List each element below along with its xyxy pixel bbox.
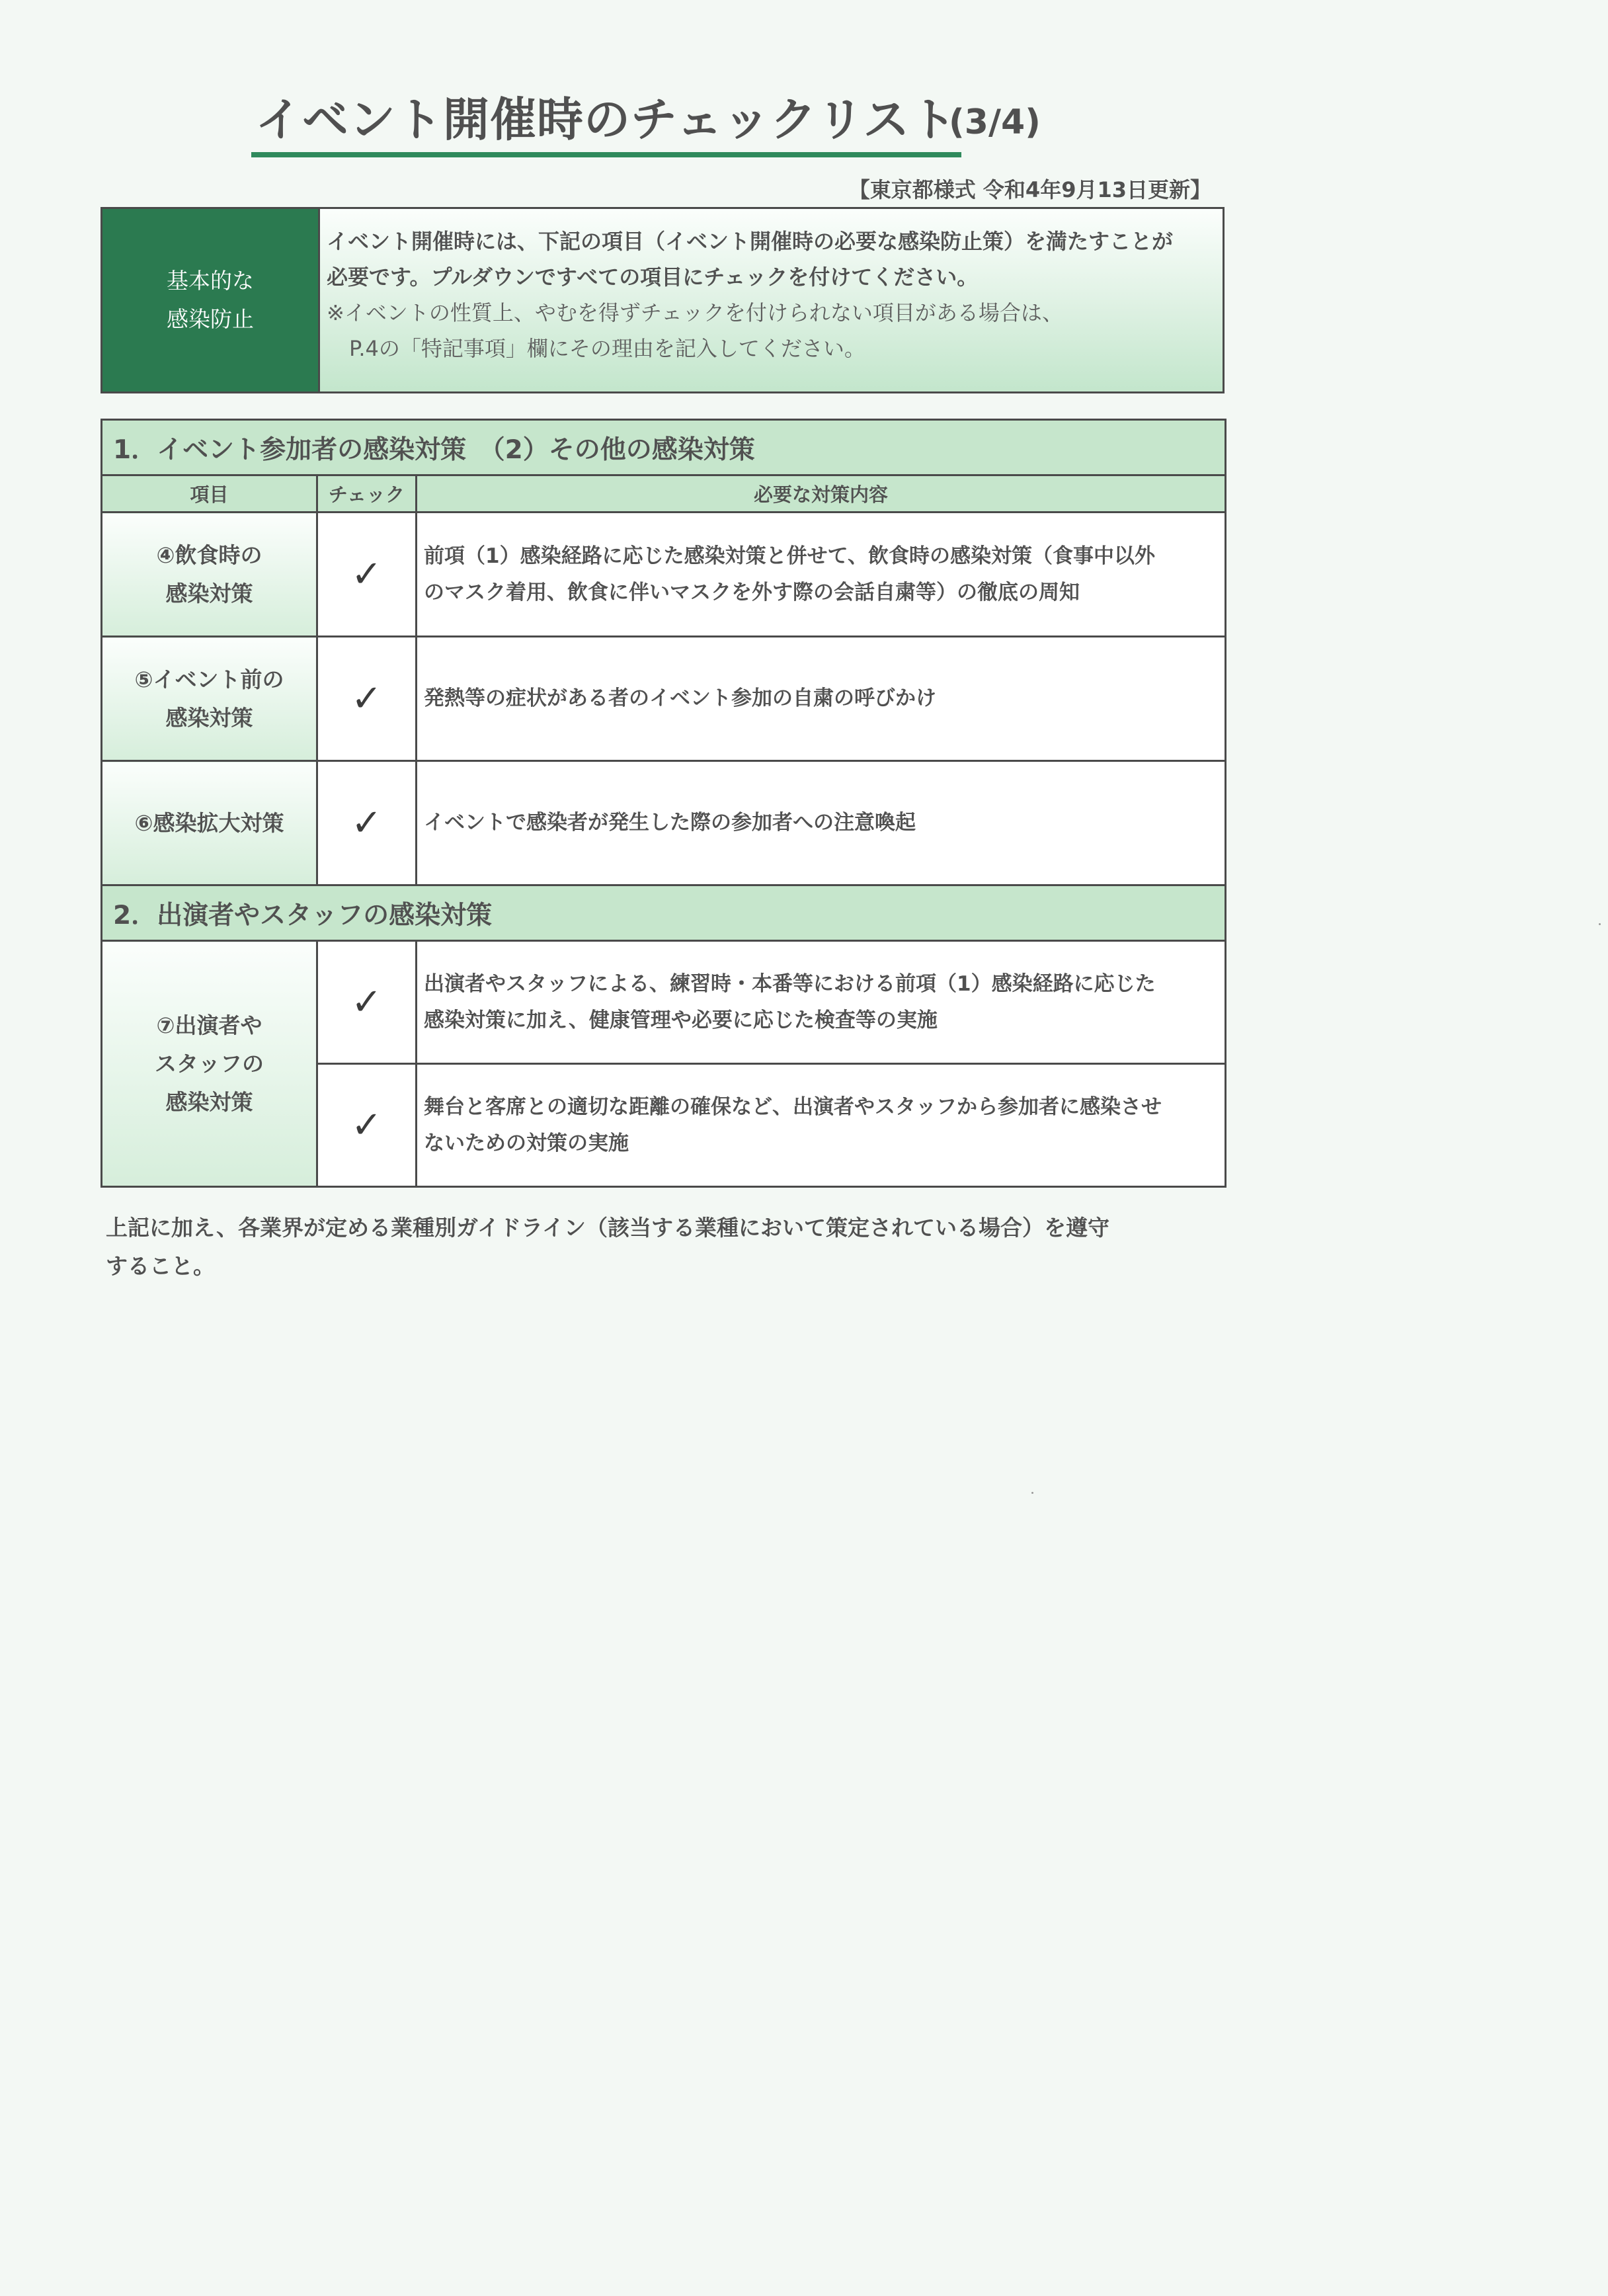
basic-text-line1: イベント開催時には、下記の項目（イベント開催時の必要な感染防止策）を満たすことが <box>327 229 1174 254</box>
checkmark-icon: ✓ <box>351 677 382 720</box>
table-row <box>102 941 1226 1064</box>
item-label: ⑥感染拡大対策 <box>134 809 284 836</box>
page-number: (3/4) <box>949 102 1041 142</box>
page-title: イベント開催時のチェックリスト <box>251 83 961 157</box>
content-line: 感染対策に加え、健康管理や必要に応じた検査等の実施 <box>424 1008 938 1032</box>
basic-prevention-label <box>102 209 320 391</box>
basic-text-line2: 必要です。プルダウンですべての項目にチェックを付けてください。 <box>327 265 979 290</box>
item-label: ④飲食時の <box>156 542 262 568</box>
source-note: 【東京都様式 令和4年9月13日更新】 <box>848 177 1211 202</box>
column-header-check: チェック <box>317 475 417 512</box>
check-dropdown[interactable] <box>317 1064 417 1187</box>
item-label: ⑤イベント前の <box>134 666 284 692</box>
page-header <box>251 83 1111 155</box>
check-dropdown[interactable] <box>317 941 417 1064</box>
item-label: スタッフの <box>155 1050 264 1077</box>
content-line: 発熱等の症状がある者のイベント参加の自粛の呼びかけ <box>424 686 936 710</box>
basic-prevention-text <box>320 209 1223 391</box>
item-cell <box>102 761 317 885</box>
footer-note <box>106 1209 1230 1286</box>
content-cell <box>417 512 1226 637</box>
scan-speck <box>1599 923 1601 925</box>
section2-heading: 2．出演者やスタッフの感染対策 <box>102 885 1226 941</box>
column-header-content: 必要な対策内容 <box>417 475 1226 512</box>
checkmark-icon: ✓ <box>351 801 382 844</box>
item-cell <box>102 637 317 761</box>
item-cell <box>102 941 317 1187</box>
item-label: 感染対策 <box>165 580 253 606</box>
checkmark-icon: ✓ <box>351 553 382 596</box>
section1-heading: 1．イベント参加者の感染対策 （2）その他の感染対策 <box>102 420 1226 475</box>
check-dropdown[interactable] <box>317 637 417 761</box>
content-line: のマスク着用、飲食に伴いマスクを外す際の会話自粛等）の徹底の周知 <box>424 580 1080 604</box>
table-row <box>102 761 1226 885</box>
content-line: 出演者やスタッフによる、練習時・本番等における前項（1）感染経路に応じた <box>424 971 1156 996</box>
content-cell <box>417 1064 1226 1187</box>
item-cell <box>102 512 317 637</box>
checkmark-icon: ✓ <box>351 981 382 1024</box>
item-label: ⑦出演者や <box>156 1012 262 1038</box>
table-row <box>102 637 1226 761</box>
basic-label-line2: 感染防止 <box>167 306 254 332</box>
column-header-item: 項目 <box>102 475 317 512</box>
table-row <box>102 512 1226 637</box>
content-cell <box>417 637 1226 761</box>
basic-note-line2: P.4の「特記事項」欄にその理由を記入してください。 <box>349 336 865 361</box>
check-dropdown[interactable] <box>317 761 417 885</box>
content-line: イベントで感染者が発生した際の参加者への注意喚起 <box>424 811 916 835</box>
checkmark-icon: ✓ <box>351 1104 382 1147</box>
item-label: 感染対策 <box>165 1088 253 1115</box>
item-label: 感染対策 <box>165 704 253 731</box>
basic-prevention-box <box>100 207 1225 393</box>
basic-label-line1: 基本的な <box>167 268 254 294</box>
content-cell <box>417 761 1226 885</box>
content-cell <box>417 941 1226 1064</box>
check-dropdown[interactable] <box>317 512 417 637</box>
checklist-table <box>100 419 1226 1188</box>
footer-line: すること。 <box>106 1253 215 1279</box>
content-line: 前項（1）感染経路に応じた感染対策と併せて、飲食時の感染対策（食事中以外 <box>424 544 1155 568</box>
content-line: ないための対策の実施 <box>424 1131 629 1155</box>
content-line: 舞台と客席との適切な距離の確保など、出演者やスタッフから参加者に感染させ <box>424 1094 1162 1119</box>
basic-note-line1: ※イベントの性質上、やむを得ずチェックを付けられない項目がある場合は、 <box>327 300 1063 325</box>
footer-line: 上記に加え、各業界が定める業種別ガイドライン（該当する業種において策定されている場合）を遵守 <box>106 1215 1109 1241</box>
scan-speck <box>1031 1492 1033 1494</box>
